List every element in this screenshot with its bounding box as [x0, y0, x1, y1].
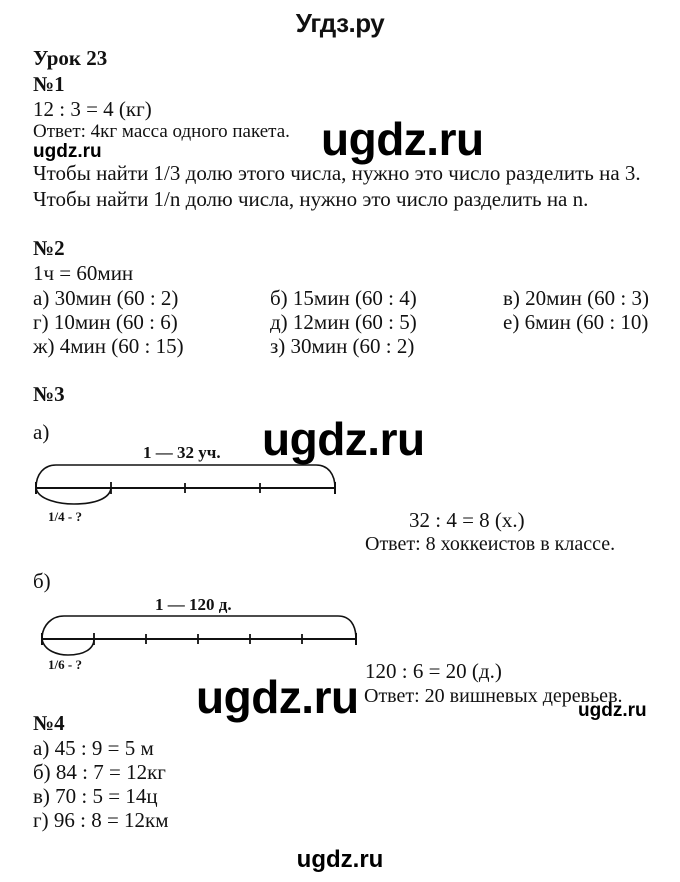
task3a-diagram-total: 1 — 32 уч. — [143, 443, 221, 462]
task2-item-e: е) 6мин (60 : 10) — [503, 310, 649, 334]
watermark-large: ugdz.ru — [262, 413, 425, 465]
task3b-label: б) — [33, 569, 51, 593]
task2-item-d: д) 12мин (60 : 5) — [270, 310, 417, 334]
task4-item-v: в) 70 : 5 = 14ц — [33, 784, 158, 808]
task1-number: №1 — [33, 72, 65, 96]
task2-item-g: г) 10мин (60 : 6) — [33, 310, 178, 334]
task3b-diagram-part: 1/6 - ? — [48, 657, 82, 672]
task4-number: №4 — [33, 711, 65, 735]
task2-intro: 1ч = 60мин — [33, 261, 134, 285]
task4-item-a: а) 45 : 9 = 5 м — [33, 736, 154, 760]
task4-item-g: г) 96 : 8 = 12км — [33, 808, 169, 832]
task3b-diagram-total: 1 — 120 д. — [155, 595, 232, 614]
task2-item-z: з) 30мин (60 : 2) — [270, 334, 415, 358]
task3b-solution: 120 : 6 = 20 (д.) — [365, 659, 502, 683]
task3b-segment-diagram — [38, 613, 363, 663]
task3a-diagram-part: 1/4 - ? — [48, 509, 82, 524]
task2-item-zh: ж) 4мин (60 : 15) — [33, 334, 184, 358]
task3-number: №3 — [33, 382, 65, 406]
task1-rule-1-n: Чтобы найти 1/n долю числа, нужно это число разделить на n. — [33, 187, 589, 211]
task3a-segment-diagram — [30, 460, 340, 510]
watermark-large: ugdz.ru — [196, 671, 359, 723]
task1-rule-1-3: Чтобы найти 1/3 долю этого числа, нужно это число разделить на 3. — [33, 161, 641, 185]
task2-item-v: в) 20мин (60 : 3) — [503, 286, 649, 310]
task3a-solution: 32 : 4 = 8 (х.) — [409, 508, 525, 532]
watermark-small: ugdz.ru — [578, 700, 647, 721]
task3a-label: а) — [33, 420, 50, 444]
watermark-small: ugdz.ru — [33, 141, 102, 162]
watermark-footer: ugdz.ru — [296, 846, 384, 873]
site-title: Угдз.ру — [295, 8, 385, 38]
task2-item-b: б) 15мин (60 : 4) — [270, 286, 417, 310]
lesson-title: Урок 23 — [33, 46, 108, 70]
task1-equation: 12 : 3 = 4 (кг) — [33, 97, 152, 121]
watermark-large: ugdz.ru — [321, 113, 484, 165]
task3a-answer: Ответ: 8 хоккеистов в классе. — [365, 533, 616, 555]
task4-item-b: б) 84 : 7 = 12кг — [33, 760, 166, 784]
task2-number: №2 — [33, 236, 65, 260]
task2-item-a: а) 30мин (60 : 2) — [33, 286, 179, 310]
task3b-answer: Ответ: 20 вишневых деревьев. — [364, 685, 623, 707]
task1-answer: Ответ: 4кг масса одного пакета. — [33, 121, 290, 142]
